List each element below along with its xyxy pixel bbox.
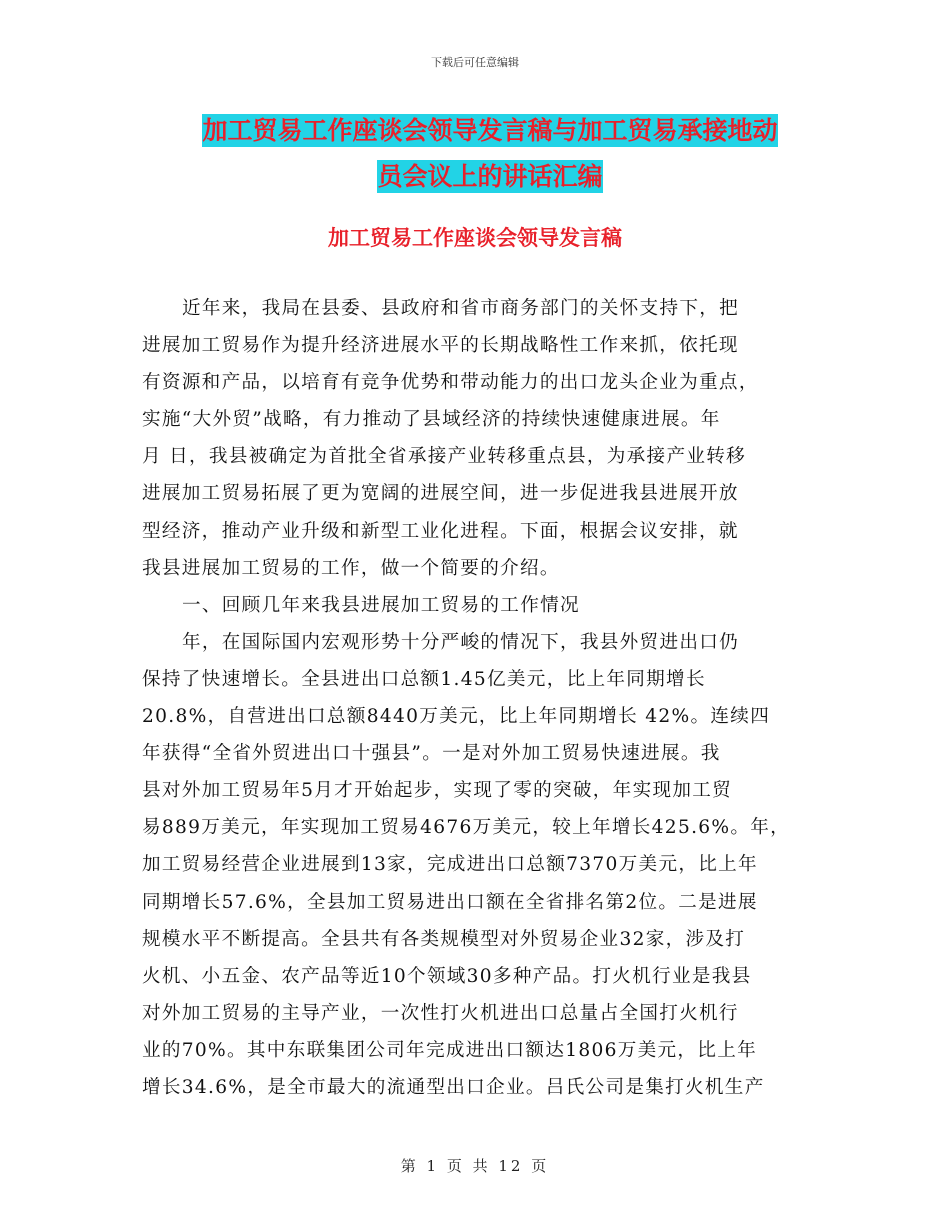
- page-number: 第 1 页 共 12 页: [400, 1157, 550, 1175]
- paragraph-line: 加工贸易经营企业进展到13家，完成进出口总额7370万美元，比上年: [142, 854, 758, 876]
- paragraph-line: 业的70%。其中东联集团公司年完成进出口额达1806万美元，比上年: [142, 1039, 757, 1061]
- page-header-note: 下载后可任意编辑: [431, 56, 519, 69]
- paragraph-line: 年，在国际国内宏观形势十分严峻的情况下，我县外贸进出口仍: [182, 631, 740, 653]
- paragraph-line: 我县进展加工贸易的工作，做一个简要的介绍。: [142, 557, 560, 579]
- paragraph-line: 对外加工贸易的主导产业，一次性打火机进出口总量占全国打火机行: [142, 1002, 739, 1024]
- document-title-line-2: 员会议上的讲话汇编: [377, 162, 603, 191]
- body-text: [142, 290, 810, 1106]
- section-title: 加工贸易工作座谈会领导发言稿: [328, 226, 622, 250]
- paragraph-line: 实施“大外贸”战略，有力推动了县域经济的持续快速健康进展。年: [142, 409, 721, 431]
- paragraph-line: 增长34.6%，是全市最大的流通型出口企业。吕氏公司是集打火机生产: [142, 1076, 765, 1098]
- section-heading-line: 一、回顾几年来我县进展加工贸易的工作情况: [182, 594, 580, 616]
- document-title-line-1: 加工贸易工作座谈会领导发言稿与加工贸易承接地动: [202, 116, 778, 145]
- paragraph-line: 保持了快速增长。全县进出口总额1.45亿美元，比上年同期增长: [142, 668, 706, 690]
- paragraph-line: 型经济，推动产业升级和新型工业化进程。下面，根据会议安排，就: [142, 520, 739, 542]
- paragraph-line: 火机、小五金、农产品等近10个领域30多种产品。打火机行业是我县: [142, 965, 752, 987]
- paragraph-line: 易889万美元，年实现加工贸易4676万美元，较上年增长425.6%。年，: [142, 817, 791, 839]
- paragraph-line: 月 日，我县被确定为首批全省承接产业转移重点县，为承接产业转移: [142, 446, 747, 468]
- paragraph-line: 同期增长57.6%，全县加工贸易进出口额在全省排名第2位。二是进展: [142, 891, 758, 913]
- document-title: [140, 108, 840, 200]
- paragraph-line: 年获得“全省外贸进出口十强县”。一是对外加工贸易快速进展。我: [142, 743, 721, 765]
- paragraph-line: 近年来，我局在县委、县政府和省市商务部门的关怀支持下，把: [182, 298, 740, 319]
- paragraph-line: 20.8%，自营进出口总额8440万美元，比上年同期增长 42%。连续四: [142, 706, 771, 728]
- paragraph-line: 进展加工贸易作为提升经济进展水平的长期战略性工作来抓，依托现: [142, 335, 739, 357]
- paragraph-line: 进展加工贸易拓展了更为宽阔的进展空间，进一步促进我县进展开放: [142, 483, 739, 505]
- paragraph-line: 县对外加工贸易年5月才开始起步，实现了零的突破，年实现加工贸: [142, 780, 733, 802]
- paragraph-line: 有资源和产品，以培育有竞争优势和带动能力的出口龙头企业为重点，: [142, 372, 759, 394]
- paragraph-line: 规模水平不断提高。全县共有各类规模型对外贸易企业32家，涉及打: [142, 928, 746, 950]
